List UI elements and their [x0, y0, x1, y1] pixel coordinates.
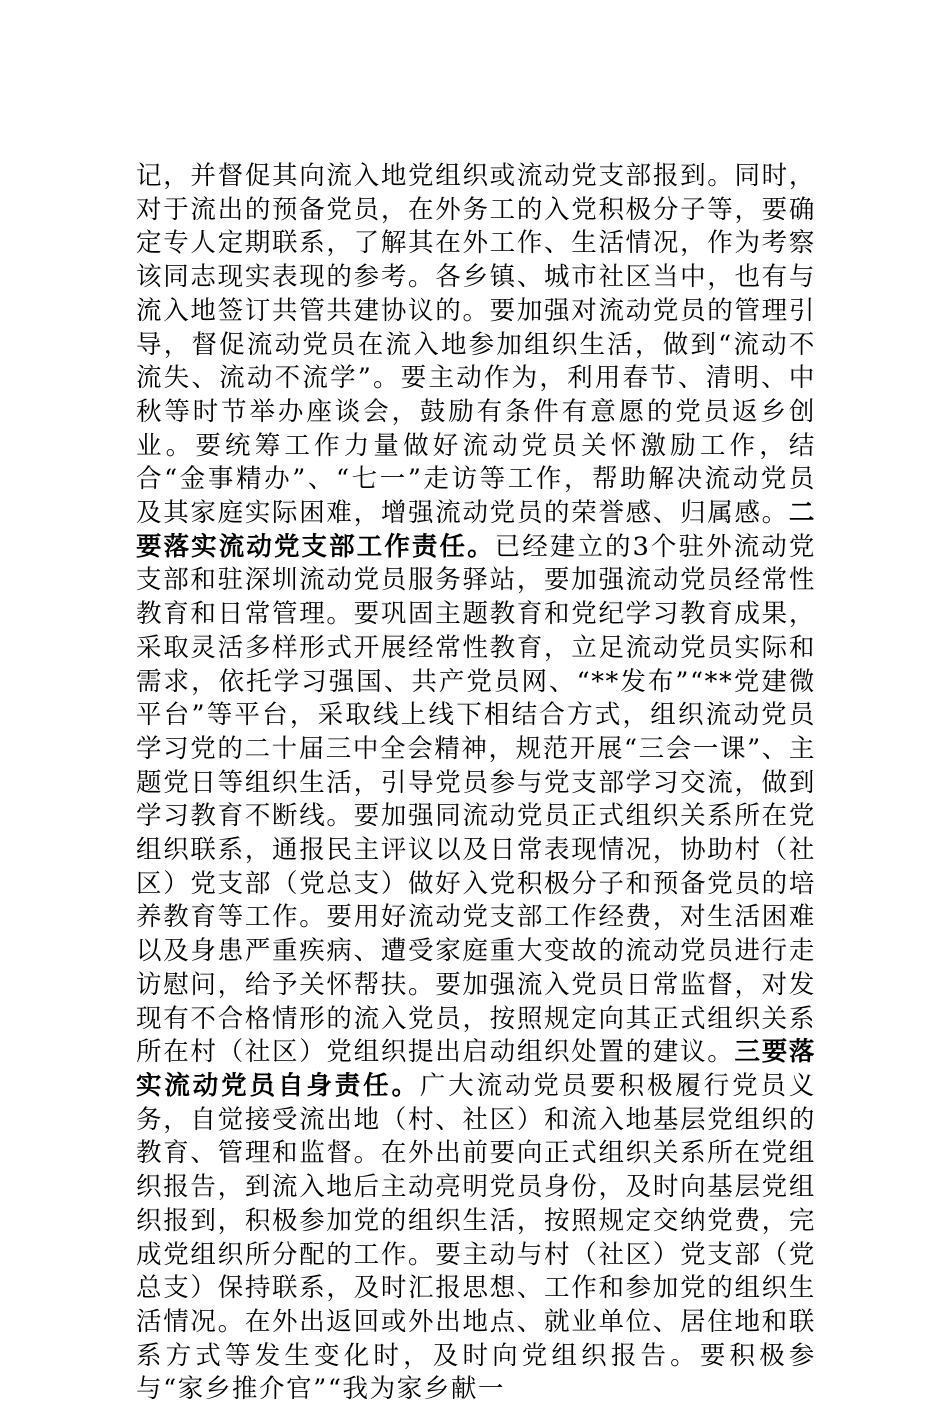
body-paragraph [136, 160, 816, 1407]
text-run-2: 已经建立的3个驻外流动党支部和驻深圳流动党员服务驿站，要加强流动党员经常性教育和日常管理。要巩固主题教育和党纪学习教育成果，采取灵活多样形式开展经常性教育，立足流动党员实际和需求，依托学习强国、共产党员网、“**发布”“**党建微平台”等平台，采取线上线下相结合方式，组织流动党员学习党的二十届三中全会精神，规范开展“三会一课”、主题党日等组织生活，引导党员参与党支部学习交流，做到学习教育不断线。要加强同流动党员正式组织关系所在党组织联系，通报民主评议以及日常表现情况，协助村（社区）党支部（党总支）做好入党积极分子和预备党员的培养教育等工作。要用好流动党支部工作经费，对生活困难以及身患严重疾病、遭受家庭重大变故的流动党员进行走访慰问，给予关怀帮扶。要加强流入党员日常监督，对发现有不合格情形的流入党员，按照规定向其正式组织关系所在村（社区）党组织提出启动组织处置的建议。 [136, 531, 816, 1068]
text-run-3: 广大流动党员要积极履行党员义务，自觉接受流出地（村、社区）和流入地基层党组织的教育、管理和监督。在外出前要向正式组织关系所在党组织报告，到流入地后主动亮明党员身份，及时向基层党组织报到，积极参加党的组织生活，按照规定交纳党费，完成党组织所分配的工作。要主动与村（社区）党支部（党总支）保持联系，及时汇报思想、工作和参加党的组织生活情况。在外出返回或外出地点、就业单位、居住地和联系方式等发生变化时，及时向党组织报告。要积极参与“家乡推介官”“我为家乡献一 [136, 1070, 816, 1405]
heading-run-3: 三要落实流动党员自身责任。 [136, 1037, 816, 1101]
heading-run-2: 二要落实流动党支部工作责任。 [136, 498, 816, 562]
text-run-1: 记，并督促其向流入地党组织或流动党支部报到。同时，对于流出的预备党员，在外务工的入党积极分子等，要确定专人定期联系，了解其在外工作、生活情况，作为考察该同志现实表现的参考。各乡镇、城市社区当中，也有与流入地签订共管共建协议的。要加强对流动党员的管理引导，督促流动党员在流入地参加组织生活，做到“流动不流失、流动不流学”。要主动作为，利用春节、清明、中秋等时节举办座谈会，鼓励有条件有意愿的党员返乡创业。要统筹工作力量做好流动党员关怀激励工作，结合“金事精办”、“七一”走访等工作，帮助解决流动党员及其家庭实际困难，增强流动党员的荣誉感、归属感。 [136, 161, 816, 529]
